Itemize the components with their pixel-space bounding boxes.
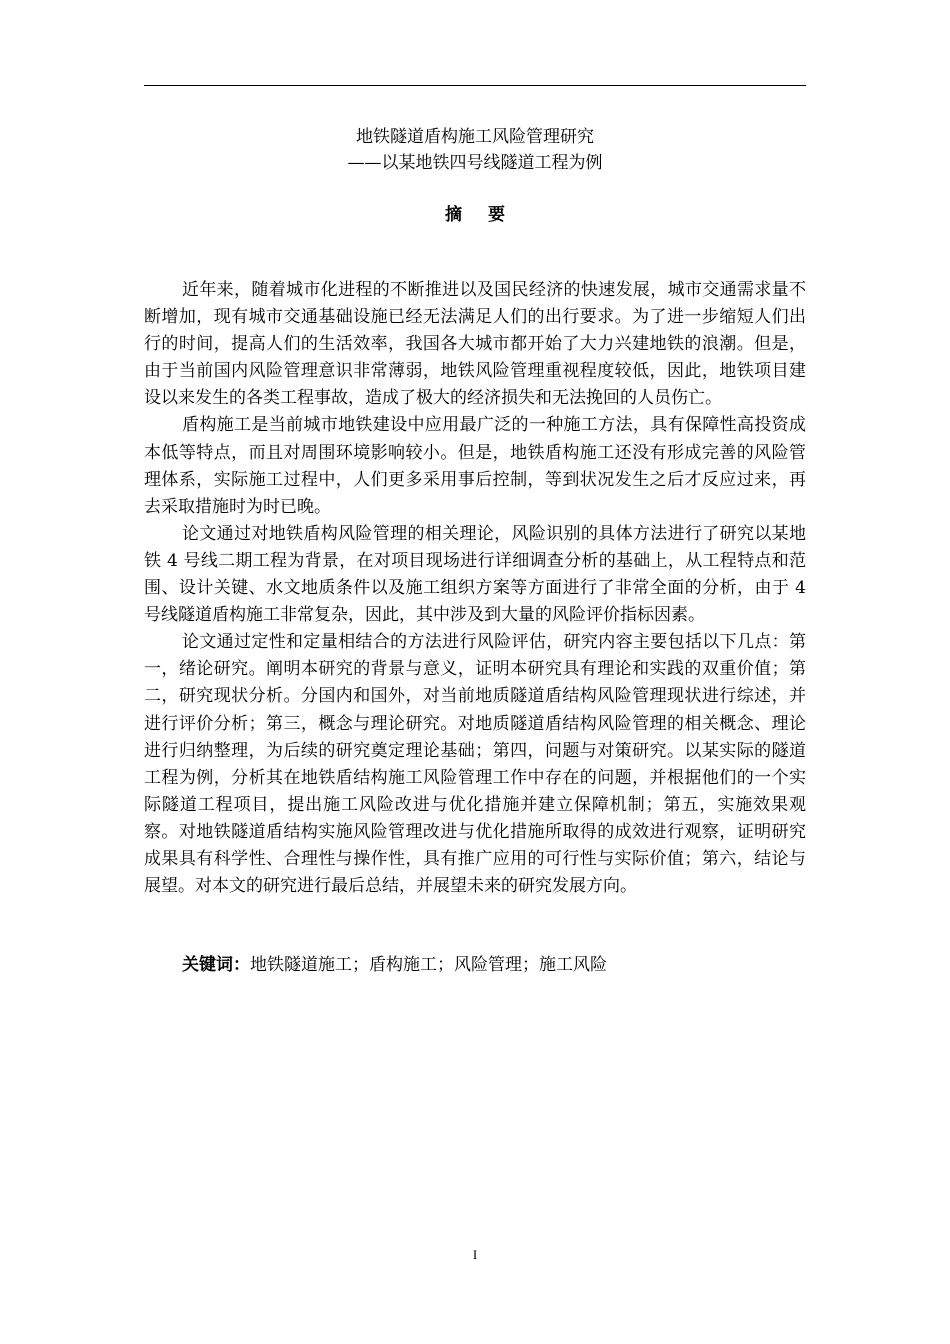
abstract-paragraph-3: 论文通过对地铁盾构风险管理的相关理论，风险识别的具体方法进行了研究以某地铁 4 号线二期工程为背景，在对项目现场进行详细调查分析的基础上，从工程特点和范围、设计关键、水文地质条件以及施工组织方案等方面进行了非常全面的分析，由于 4 号线隧道盾构施工非常复杂，因此，其中涉及到大量的风险评价指标因素。 <box>144 523 806 626</box>
abstract-paragraph-2: 盾构施工是当前城市地铁建设中应用最广泛的一种施工方法，具有保障性高投资成本低等特点，而且对周围环境影响较小。但是，地铁盾构施工还没有形成完善的风险管理体系，实际施工过程中，人们更多采用事后控制，等到状况发生之后才反应过来，再去采取措施时为时已晚。 <box>144 415 806 517</box>
abstract-paragraph-1: 近年来，随着城市化进程的不断推进以及国民经济的快速发展，城市交通需求量不断增加，现有城市交通基础设施已经无法满足人们的出行要求。为了进一步缩短人们出行的时间，提高人们的生活效率，我国各大城市都开始了大力兴建地铁的浪潮。但是，由于当前国内风险管理意识非常薄弱，地铁风险管理重视程度较低，因此，地铁项目建设以来发生的各类工程事故，造成了极大的经济损失和无法挽回的人员伤亡。 <box>144 280 806 409</box>
abstract-body <box>144 277 806 900</box>
abstract-paragraph-4: 论文通过定性和定量相结合的方法进行风险评估，研究内容主要包括以下几点：第一，绪论研究。阐明本研究的背景与意义，证明本研究具有理论和实践的双重价值；第二，研究现状分析。分国内和国外，对当前地质隧道盾结构风险管理现状进行综述，并进行评价分析；第三，概念与理论研究。对地质隧道盾结构风险管理的相关概念、理论进行归纳整理，为后续的研究奠定理论基础；第四，问题与对策研究。以某实际的隧道工程为例，分析其在地铁盾结构施工风险管理工作中存在的问题，并根据他们的一个实际隧道工程项目，提出施工风险改进与优化措施并建立保障机制；第五，实施效果观察。对地铁隧道盾结构实施风险管理改进与优化措施所取得的成效进行观察，证明研究成果具有科学性、合理性与操作性，具有推广应用的可行性与实际价值；第六，结论与展望。对本文的研究进行最后总结，并展望未来的研究发展方向。 <box>144 632 806 897</box>
thesis-title: 地铁隧道盾构施工风险管理研究 <box>356 127 594 147</box>
abstract-heading: 摘要 <box>445 205 531 225</box>
keywords-value: 地铁隧道施工；盾构施工；风险管理；施工风险 <box>250 955 607 975</box>
keywords-line <box>182 952 806 978</box>
keywords-label: 关键词： <box>182 955 250 975</box>
page-number: I <box>472 1247 478 1262</box>
thesis-title-block <box>144 124 806 176</box>
header-rule <box>144 85 806 86</box>
thesis-subtitle: ——以某地铁四号线隧道工程为例 <box>347 153 603 173</box>
